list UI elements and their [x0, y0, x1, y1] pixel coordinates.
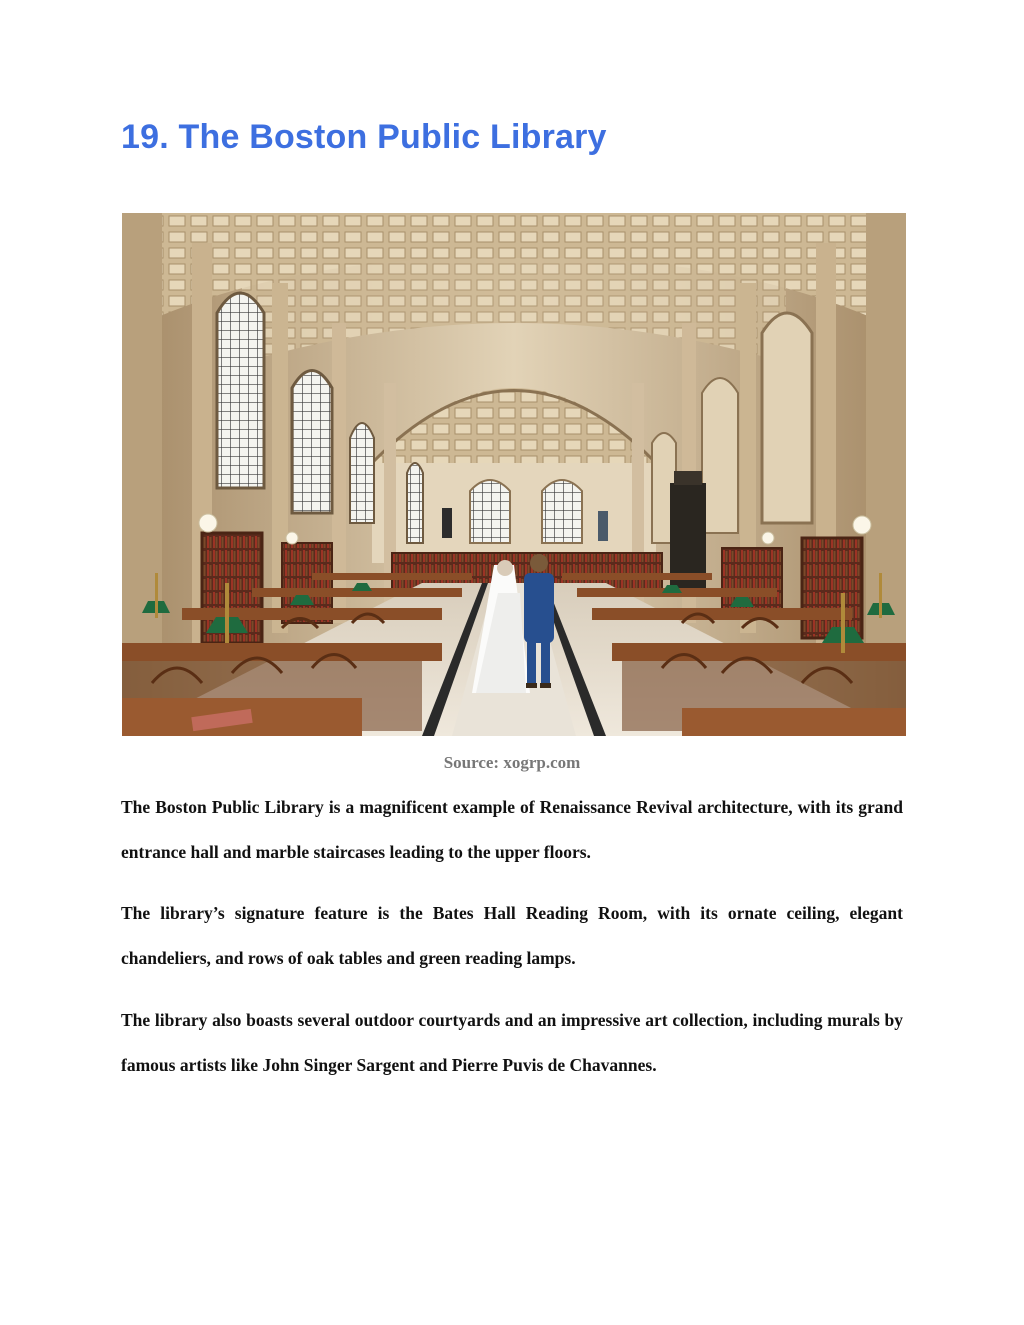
- paragraph-bates-hall: The library’s signature feature is the Bates Hall Reading Room, with its ornate ceiling, elegant chandeliers, and rows of oak tables and green reading lamps.: [121, 903, 903, 968]
- page-title: 19. The Boston Public Library: [121, 118, 607, 156]
- paragraph-courtyards-art: The library also boasts several outdoor courtyards and an impressive art collection, including murals by famous artists like John Singer Sargent and Pierre Puvis de Chavannes.: [121, 1010, 903, 1075]
- image-source-caption: Source: xogrp.com: [443, 753, 581, 772]
- reading-room-photo: [122, 213, 906, 736]
- paragraph-architecture: The Boston Public Library is a magnificent example of Renaissance Revival architecture, with its grand entrance hall and marble staircases leading to the upper floors.: [121, 797, 903, 862]
